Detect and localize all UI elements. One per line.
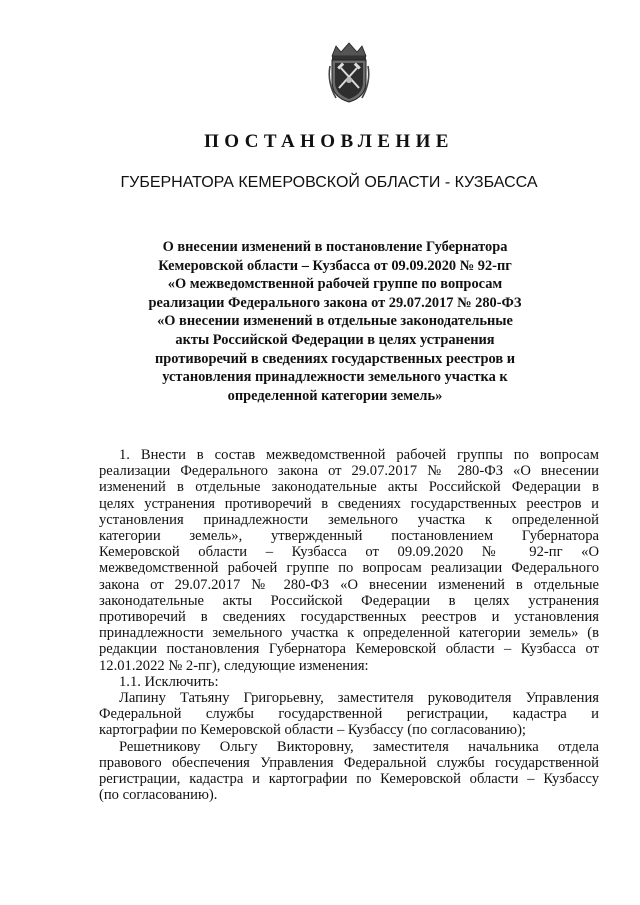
- coat-of-arms-icon: [324, 42, 374, 104]
- subject-line: «О межведомственной рабочей группе по вопросам: [167, 276, 503, 293]
- subject-line: реализации Федерального закона от 29.07.2017 № 280-ФЗ: [148, 294, 522, 311]
- body-line: категории земель», утвержденный постановлением Губернатора: [99, 528, 599, 545]
- body-line: Лапину Татьяну Григорьевну, заместителя руководителя Управления: [119, 690, 599, 707]
- body-line: Решетникову Ольгу Викторовну, заместителя начальника отдела: [119, 738, 599, 755]
- subject-line: акты Российской Федерации в целях устранения: [175, 331, 495, 348]
- body-line: регистрации, кадастра и картографии по Кемеровской области – Кузбассу: [99, 771, 599, 788]
- body-line: установления принадлежности земельного участка к определенной: [99, 511, 599, 528]
- body-line: картографии по Кемеровской области – Кузбассу (по согласованию);: [99, 722, 526, 739]
- subject-line: установления принадлежности земельного участка к: [162, 369, 508, 386]
- body-line: 1.1. Исключить:: [119, 673, 219, 690]
- document-type-title: ПОСТАНОВЛЕНИЕ: [204, 131, 454, 152]
- subject-line: О внесении изменений в постановление Губернатора: [162, 239, 508, 255]
- body-line: (по согласованию).: [99, 787, 218, 804]
- body-line: целях устранения противоречий в сведениях государственных реестров и: [99, 495, 599, 512]
- body-line: 1. Внести в состав межведомственной рабочей группы по вопросам: [119, 447, 599, 463]
- document-body: [99, 447, 599, 803]
- body-line: изменений в отдельные законодательные акты Российской Федерации в: [99, 479, 599, 496]
- body-line: закона от 29.07.2017 № 280-ФЗ «О внесении изменений в отдельные: [99, 576, 599, 593]
- subject-line: Кемеровской области – Кузбасса от 09.09.2020 № 92-пг: [158, 257, 512, 274]
- body-line: редакции постановления Губернатора Кемеровской области – Кузбасса от: [99, 641, 599, 658]
- body-line: противоречий в сведениях государственных реестров и установления: [99, 609, 599, 626]
- body-line: 12.01.2022 № 2-пг), следующие изменения:: [99, 657, 369, 674]
- body-line: Кемеровской области – Кузбасса от 09.09.2020 № 92-пг «О: [99, 544, 599, 561]
- subject-line: «О внесении изменений в отдельные законодательные: [157, 313, 513, 330]
- body-line: принадлежности земельного участка к определенной категории земель» (в: [99, 625, 599, 642]
- issuer-title: ГУБЕРНАТОРА КЕМЕРОВСКОЙ ОБЛАСТИ - КУЗБАССА: [120, 174, 538, 191]
- body-line: реализации Федерального закона от 29.07.2017 № 280-ФЗ «О внесении: [99, 463, 599, 480]
- subject-line: определенной категории земель»: [227, 387, 443, 404]
- document-subject: [120, 238, 550, 405]
- subject-line: противоречий в сведениях государственных реестров и: [154, 350, 516, 367]
- body-line: законодательные акты Российской Федерации в целях устранения: [99, 592, 599, 609]
- body-line: Федеральной службы государственной регистрации, кадастра и: [99, 706, 599, 723]
- body-line: правового обеспечения Управления Федеральной службы государственной: [99, 754, 599, 771]
- body-line: межведомственной рабочей группе по вопросам реализации Федерального: [99, 560, 599, 577]
